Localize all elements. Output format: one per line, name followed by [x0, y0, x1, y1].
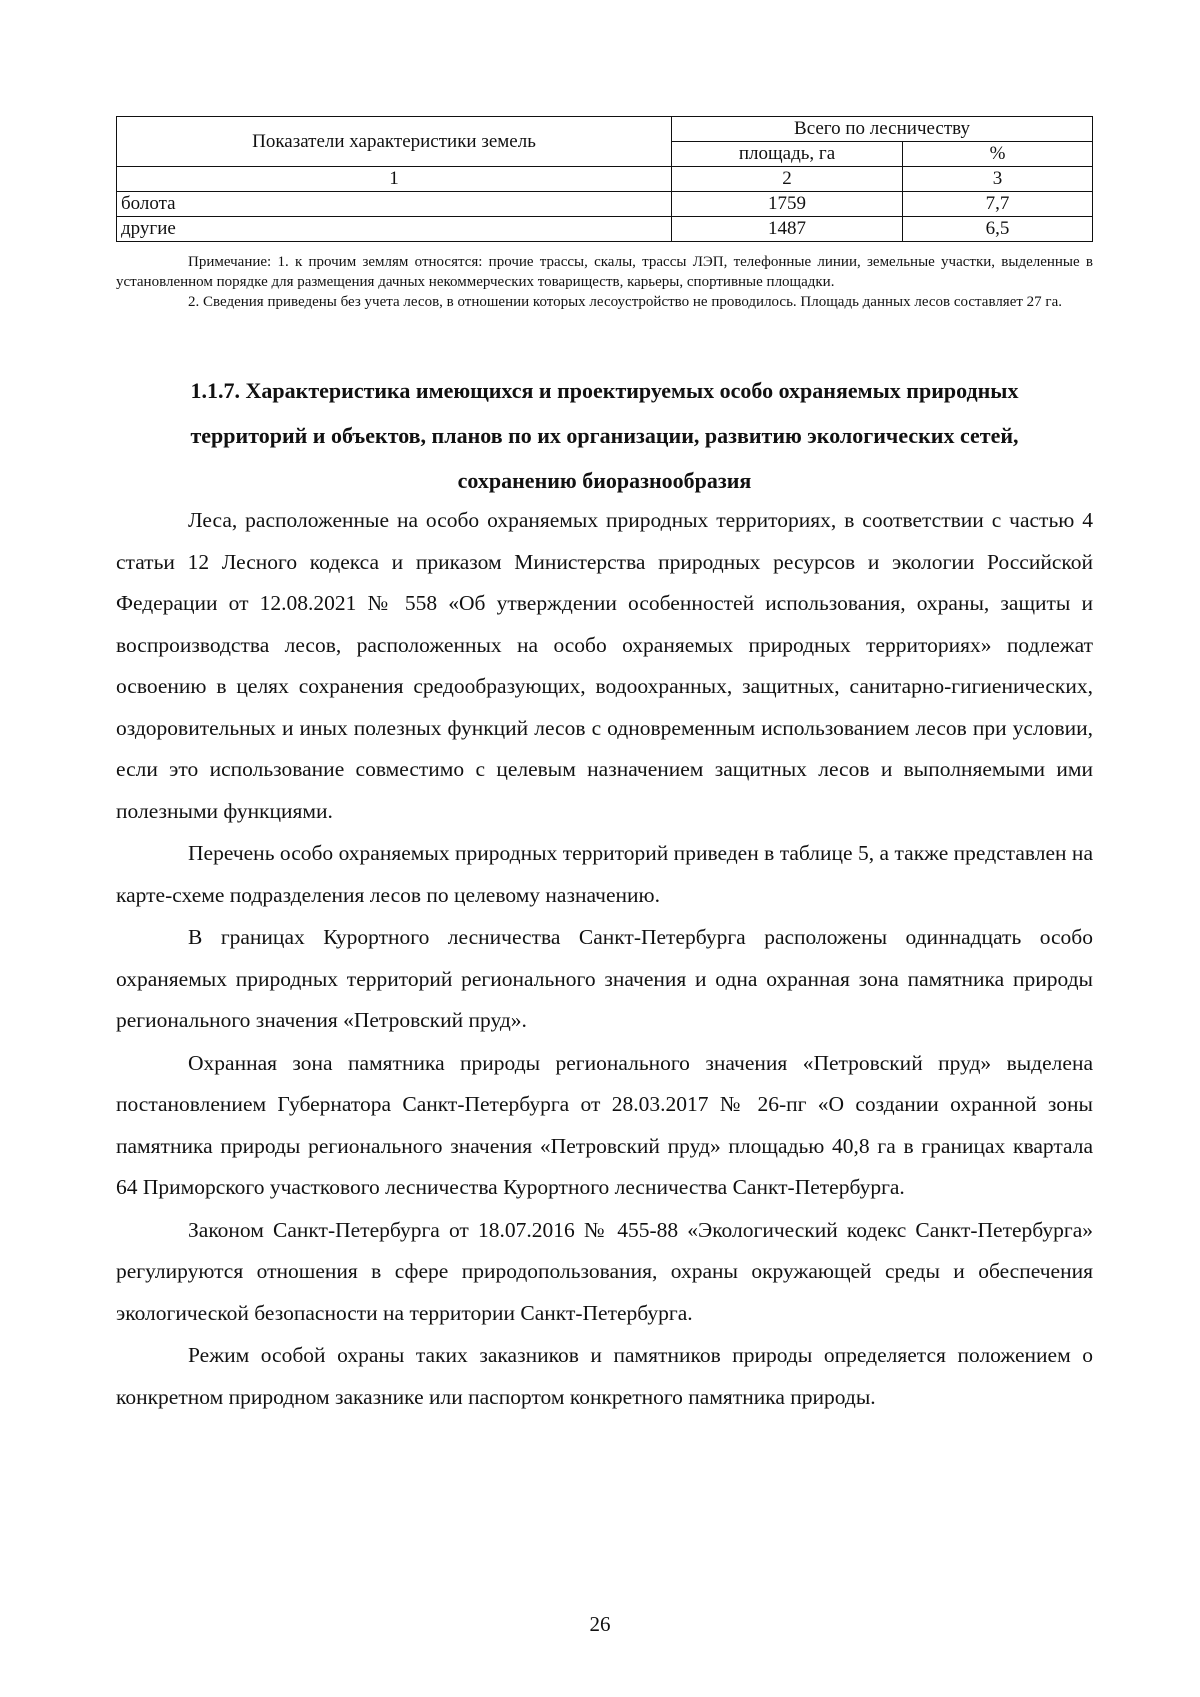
paragraph: В границах Курортного лесничества Санкт-Петербурга расположены одиннадцать особо охраняемых природных территорий регионального значения и одна охранная зона памятника природы регионального значения «Петровский пруд». [116, 925, 1093, 1032]
header-total-forestry: Всего по лесничеству [672, 117, 1093, 142]
section-heading-line: территорий и объектов, планов по их организации, развитию экологических сетей, [190, 423, 1019, 448]
table-row [117, 217, 1093, 242]
paragraph: Законом Санкт-Петербурга от 18.07.2016 № 455-88 «Экологический кодекс Санкт-Петербурга» регулируются отношения в сфере природопользования, охраны окружающей среды и обеспечения экологической безопасности на территории Санкт-Петербурга. [116, 1217, 1093, 1325]
column-number: 2 [672, 167, 903, 192]
header-percent: % [903, 142, 1093, 167]
column-number: 3 [903, 167, 1093, 192]
paragraph: Охранная зона памятника природы регионального значения «Петровский пруд» выделена постановлением Губернатора Санкт-Петербурга от 28.03.2017 № 26-пг «О создании охранной зоны памятника природы регионального значения «Петровский пруд» площадью 40,8 га в границах квартала 64 Приморского участкового лесничества Курортного лесничества Санкт-Петербурга. [116, 1050, 1093, 1199]
paragraph: Перечень особо охраняемых природных территорий приведен в таблице 5, а также представлен на карте-схеме подразделения лесов по целевому назначению. [116, 841, 1093, 907]
header-land-indicators: Показатели характеристики земель [117, 117, 672, 167]
row-name: болота [117, 192, 672, 217]
page-number: 26 [589, 1612, 611, 1636]
row-percent: 7,7 [903, 192, 1093, 217]
land-characteristics-table [116, 116, 1093, 242]
paragraph: Леса, расположенные на особо охраняемых природных территориях, в соответствии с частью 4 статьи 12 Лесного кодекса и приказом Министерства природных ресурсов и экологии Российской Федерации от 12.08.2021 № 558 «Об утверждении особенностей использования, охраны, защиты и воспроизводства лесов, расположенных на особо охраняемых природных территориях» подлежат освоению в целях сохранения средообразующих, водоохранных, защитных, санитарно-гигиенических, оздоровительных и иных полезных функций лесов с одновременным использованием лесов при условии, если это использование совместимо с целевым назначением защитных лесов и выполняемыми ими полезными функциями. [116, 508, 1093, 823]
body-text [116, 500, 1093, 1419]
row-name: другие [117, 217, 672, 242]
note-1: Примечание: 1. к прочим землям относятся: прочие трассы, скалы, трассы ЛЭП, телефонные линии, земельные участки, выделенные в установленном порядке для размещения дачных некоммерческих товариществ, карьеры, спортивные площадки. [116, 254, 1093, 290]
note-2: 2. Сведения приведены без учета лесов, в отношении которых лесоустройство не проводилось. Площадь данных лесов составляет 27 га. [188, 294, 1062, 310]
row-area: 1487 [672, 217, 903, 242]
table-column-numbers-row [117, 167, 1093, 192]
section-heading-line: 1.1.7. Характеристика имеющихся и проектируемых особо охраняемых природных [190, 378, 1019, 403]
row-area: 1759 [672, 192, 903, 217]
table-notes [116, 252, 1093, 312]
table-row [117, 192, 1093, 217]
header-area: площадь, га [672, 142, 903, 167]
paragraph: Режим особой охраны таких заказников и памятников природы определяется положением о конкретном природном заказнике или паспортом конкретного памятника природы. [116, 1343, 1093, 1409]
table-header-row [117, 117, 1093, 142]
section-heading [116, 368, 1093, 503]
row-percent: 6,5 [903, 217, 1093, 242]
section-heading-line: сохранению биоразнообразия [457, 468, 752, 493]
column-number: 1 [117, 167, 672, 192]
